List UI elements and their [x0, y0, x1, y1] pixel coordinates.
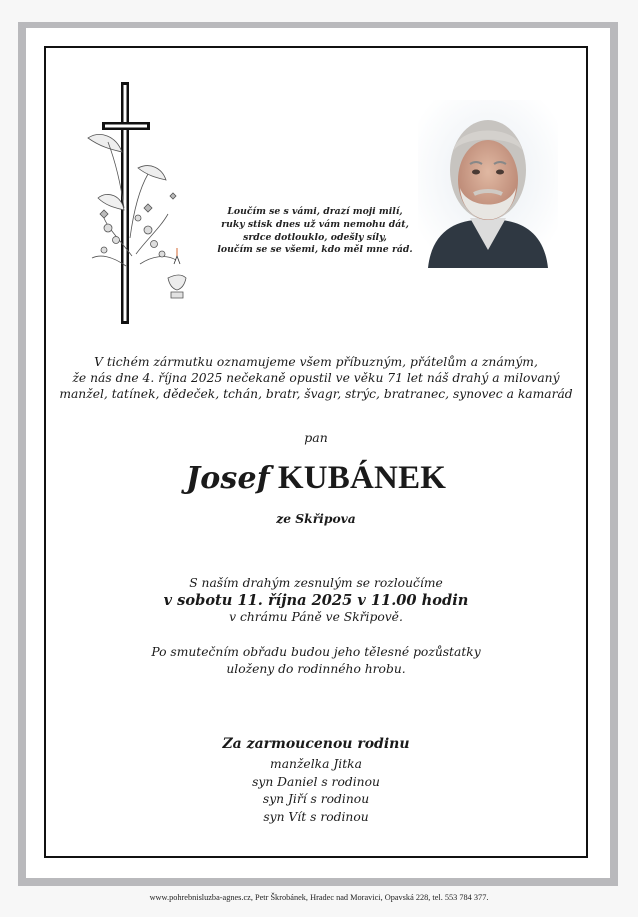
family-members: [44, 756, 588, 826]
deceased-name: [44, 460, 588, 497]
funeral-details: [44, 575, 588, 626]
first-name: Josef: [185, 461, 270, 496]
last-name: KUBÁNEK: [277, 460, 447, 496]
portrait-photo: [418, 100, 558, 268]
family-member: syn Vít s rodinou: [263, 809, 369, 824]
cross-lily-icon: [78, 78, 198, 328]
burial-line: uloženy do rodinného hrobu.: [226, 662, 406, 676]
family-heading: Za zarmoucenou rodinu: [222, 736, 410, 752]
poem-line: loučím se se všemi, kdo měl mne rád.: [217, 244, 413, 256]
funeral-service-footer: www.pohrebnisluzba-agnes.cz, Petr Škrobánek, Hradec nad Moravici, Opavská 228, tel. 553 784 377.: [149, 893, 489, 902]
family-member: manželka Jitka: [270, 757, 362, 771]
funeral-place: v chrámu Páně ve Skřipově.: [229, 610, 403, 624]
announcement-line: V tichém zármutku oznamujeme všem příbuzným, přátelům a známým,: [94, 355, 538, 369]
deceased-origin: ze Skřipova: [276, 511, 356, 526]
poem-line: Loučím se s vámi, drazí moji milí,: [227, 206, 403, 217]
farewell-poem: [212, 206, 418, 257]
death-announcement: [44, 354, 588, 402]
family-member: syn Jiří s rodinou: [262, 792, 370, 806]
lily-bouquet-icon: [88, 134, 186, 298]
poem-line: srdce dotlouklo, odešly síly,: [243, 231, 387, 243]
poem-line: ruky stisk dnes už vám nemohu dát,: [221, 218, 409, 230]
burial-line: Po smutečním obřadu budou jeho tělesné pozůstatky: [151, 645, 481, 659]
family-member: syn Daniel s rodinou: [252, 774, 380, 789]
farewell-intro: S naším drahým zesnulým se rozloučíme: [189, 576, 443, 590]
honorific: pan: [304, 430, 328, 445]
announcement-line: manžel, tatínek, dědeček, tchán, bratr, švagr, strýc, bratranec, synovec a kamarád: [59, 387, 573, 401]
burial-note: [44, 644, 588, 678]
announcement-line: že nás dne 4. října 2025 nečekaně opustil ve věku 71 let náš drahý a milovaný: [72, 371, 560, 385]
funeral-date-time: v sobotu 11. října 2025 v 11.00 hodin: [163, 592, 469, 609]
